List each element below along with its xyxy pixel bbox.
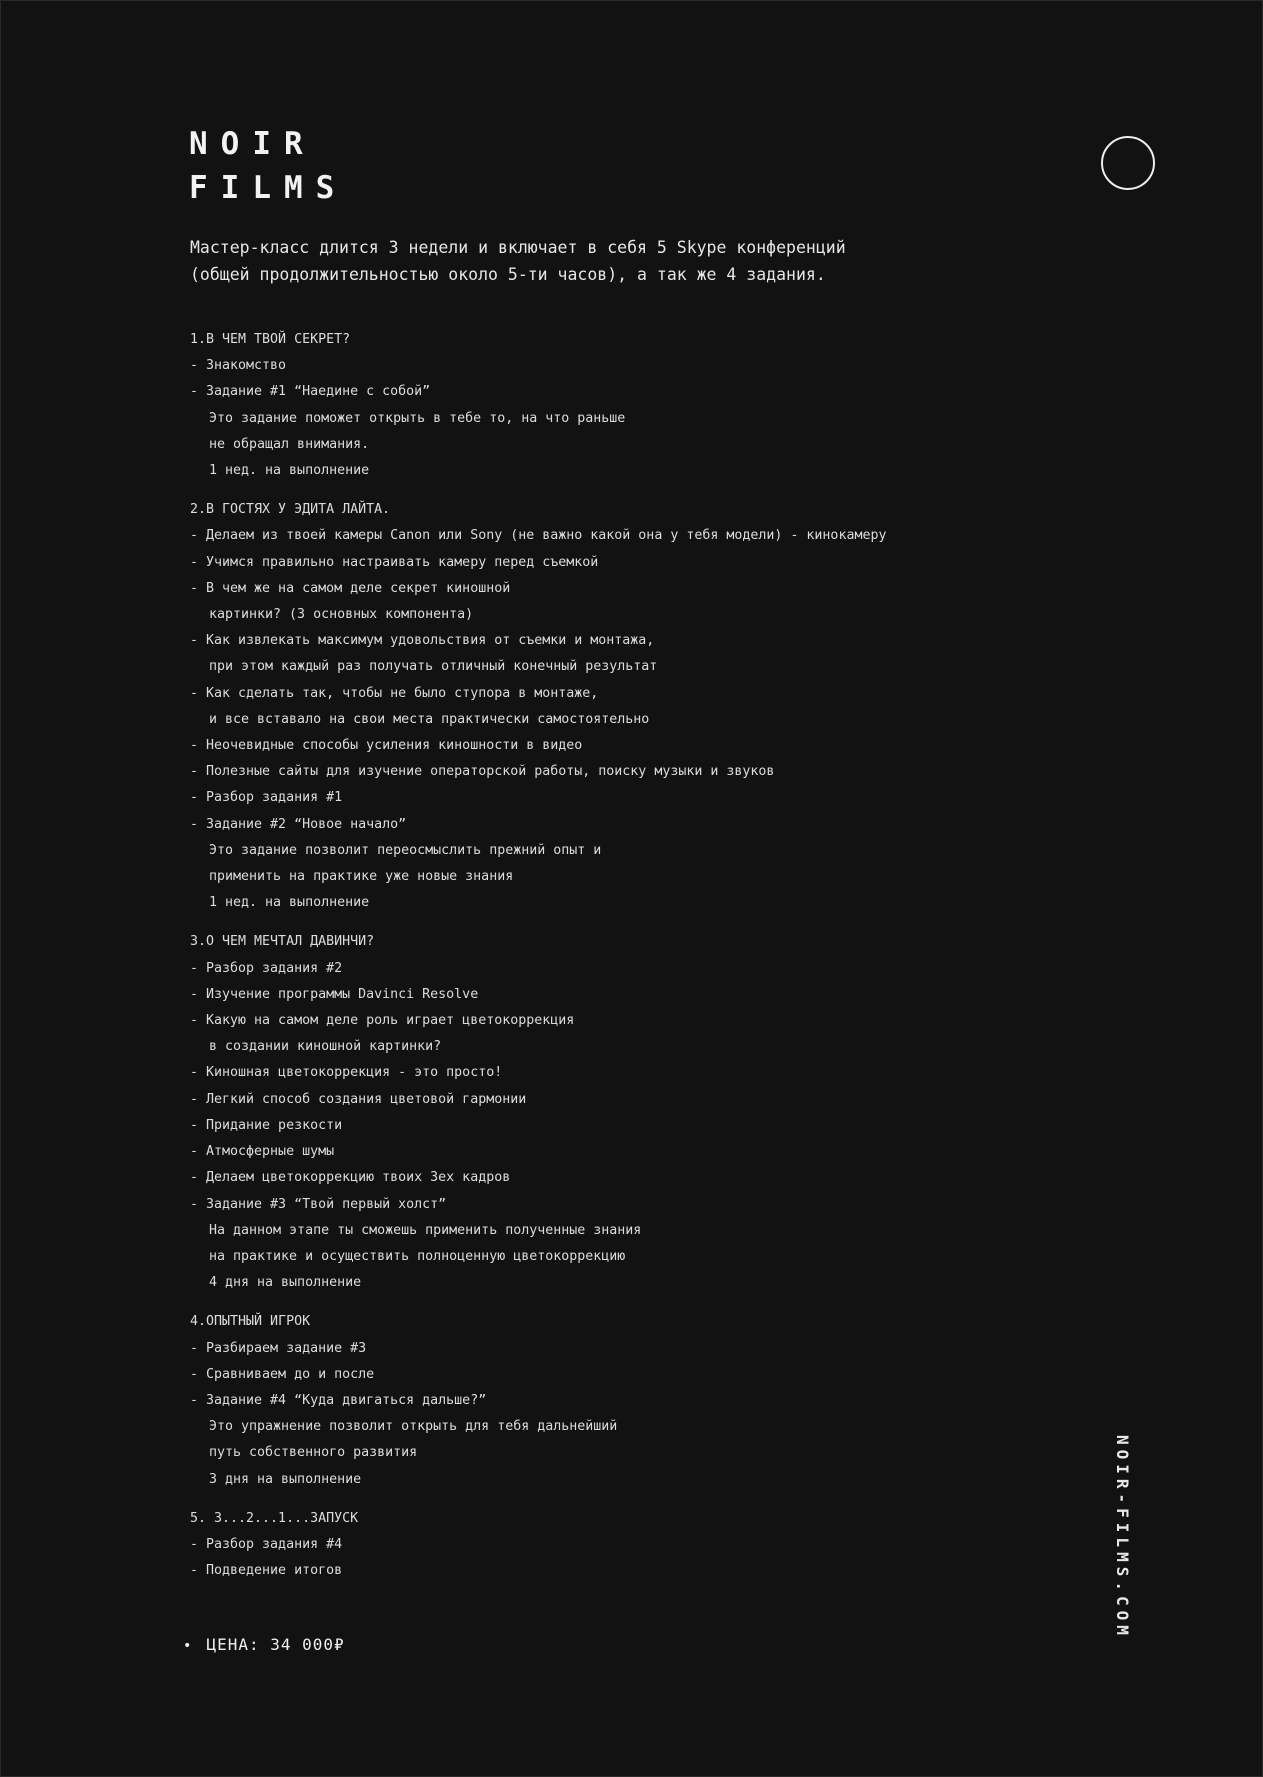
program-line: - Задание #2 “Новое начало” <box>190 816 407 832</box>
program-line: - Знакомство <box>190 358 287 374</box>
program-line: - Учимся правильно настраивать камеру перед съемкой <box>190 554 599 570</box>
program-line: - Изучение программы Davinci Resolve <box>190 986 479 1002</box>
program-line: - Подведение итогов <box>190 1563 343 1579</box>
program-line: - Как извлекать максимум удовольствия от съемки и монтажа, <box>190 633 655 649</box>
program-line: - Как сделать так, чтобы не было ступора в монтаже, <box>190 685 599 701</box>
brand-logo-line2: FILMS <box>189 170 348 206</box>
section-title: 4.ОПЫТНЫЙ ИГРОК <box>190 1314 311 1330</box>
program-line: применить на практике уже новые знания <box>209 869 514 885</box>
program-line: - Легкий способ создания цветовой гармонии <box>190 1091 527 1107</box>
program-line: На данном этапе ты сможешь применить полученные знания <box>209 1222 642 1238</box>
program-line: на практике и осуществить полноценную цветокоррекцию <box>209 1248 626 1264</box>
program-line: при этом каждый раз получать отличный конечный результат <box>209 659 658 675</box>
program-line: - В чем же на самом деле секрет киношной <box>190 580 511 596</box>
intro-line: Мастер-класс длится 3 недели и включает в себя 5 Skype конференций <box>190 238 846 257</box>
program-section <box>190 327 886 484</box>
program-line: - Атмосферные шумы <box>190 1144 335 1160</box>
intro-text <box>190 234 1010 288</box>
program-line: - Разбор задания #1 <box>190 790 343 806</box>
price-text: ЦЕНА: 34 000₽ <box>206 1635 345 1654</box>
program-line: - Задание #4 “Куда двигаться дальше?” <box>190 1392 487 1408</box>
program-line: - Киношная цветокоррекция - это просто! <box>190 1065 503 1081</box>
program-section <box>190 497 886 916</box>
program-line: 1 нед. на выполнение <box>209 895 370 911</box>
program-line: - Полезные сайты для изучение операторской работы, поиску музыки и звуков <box>190 764 775 780</box>
program-line: - Сравниваем до и после <box>190 1366 375 1382</box>
program-line: картинки? (3 основных компонента) <box>209 607 474 623</box>
brand-logo-line1: NOIR <box>189 126 316 162</box>
program-line: - Неочевидные способы усиления киношности в видео <box>190 738 583 754</box>
program-section <box>190 929 886 1296</box>
program-line: - Разбор задания #4 <box>190 1536 343 1552</box>
brand-logo <box>189 122 347 210</box>
program-line: Это задание поможет открыть в тебе то, на что раньше <box>209 410 626 426</box>
bullet-icon: • <box>183 1638 193 1654</box>
program-section <box>190 1506 886 1585</box>
program-line: Это задание позволит переосмыслить прежний опыт и <box>209 842 602 858</box>
program-line: - Делаем цветокоррекцию твоих 3ех кадров <box>190 1170 511 1186</box>
program-line: - Придание резкости <box>190 1117 343 1133</box>
section-title: 3.О ЧЕМ МЕЧТАЛ ДАВИНЧИ? <box>190 934 375 950</box>
section-title: 5. 3...2...1...ЗАПУСК <box>190 1510 359 1526</box>
program-line: 4 дня на выполнение <box>209 1275 362 1291</box>
program-line: 3 дня на выполнение <box>209 1471 362 1487</box>
program-line: - Какую на самом деле роль играет цветокоррекция <box>190 1013 575 1029</box>
section-title: 1.В ЧЕМ ТВОЙ СЕКРЕТ? <box>190 332 351 347</box>
program-line: - Разбор задания #2 <box>190 960 343 976</box>
intro-line: (общей продолжительностью около 5-ти часов), а так же 4 задания. <box>190 265 826 284</box>
program-line: не обращал внимания. <box>209 436 370 452</box>
program-line: Это упражнение позволит открыть для тебя дальнейший <box>209 1419 618 1435</box>
program-line: 1 нед. на выполнение <box>209 463 370 479</box>
program-section <box>190 1309 886 1492</box>
circle-icon <box>1101 136 1155 190</box>
section-title: 2.В ГОСТЯХ У ЭДИТА ЛАЙТА. <box>190 502 391 518</box>
program-line: - Разбираем задание #3 <box>190 1340 367 1356</box>
program-line: - Задание #3 “Твой первый холст” <box>190 1196 447 1212</box>
program-line: и все вставало на свои места практически самостоятельно <box>209 711 650 727</box>
program-line: путь собственного развития <box>209 1445 418 1461</box>
website-label: NOIR-FILMS.COM <box>1113 1435 1132 1640</box>
price-block <box>183 1631 345 1660</box>
program-line: в создании киношной картинки? <box>209 1039 442 1055</box>
program-line: - Делаем из твоей камеры Canon или Sony (не важно какой она у тебя модели) - кинокамеру <box>190 528 887 544</box>
program-line: - Задание #1 “Наедине с собой” <box>190 384 431 400</box>
program-list <box>190 327 886 1597</box>
